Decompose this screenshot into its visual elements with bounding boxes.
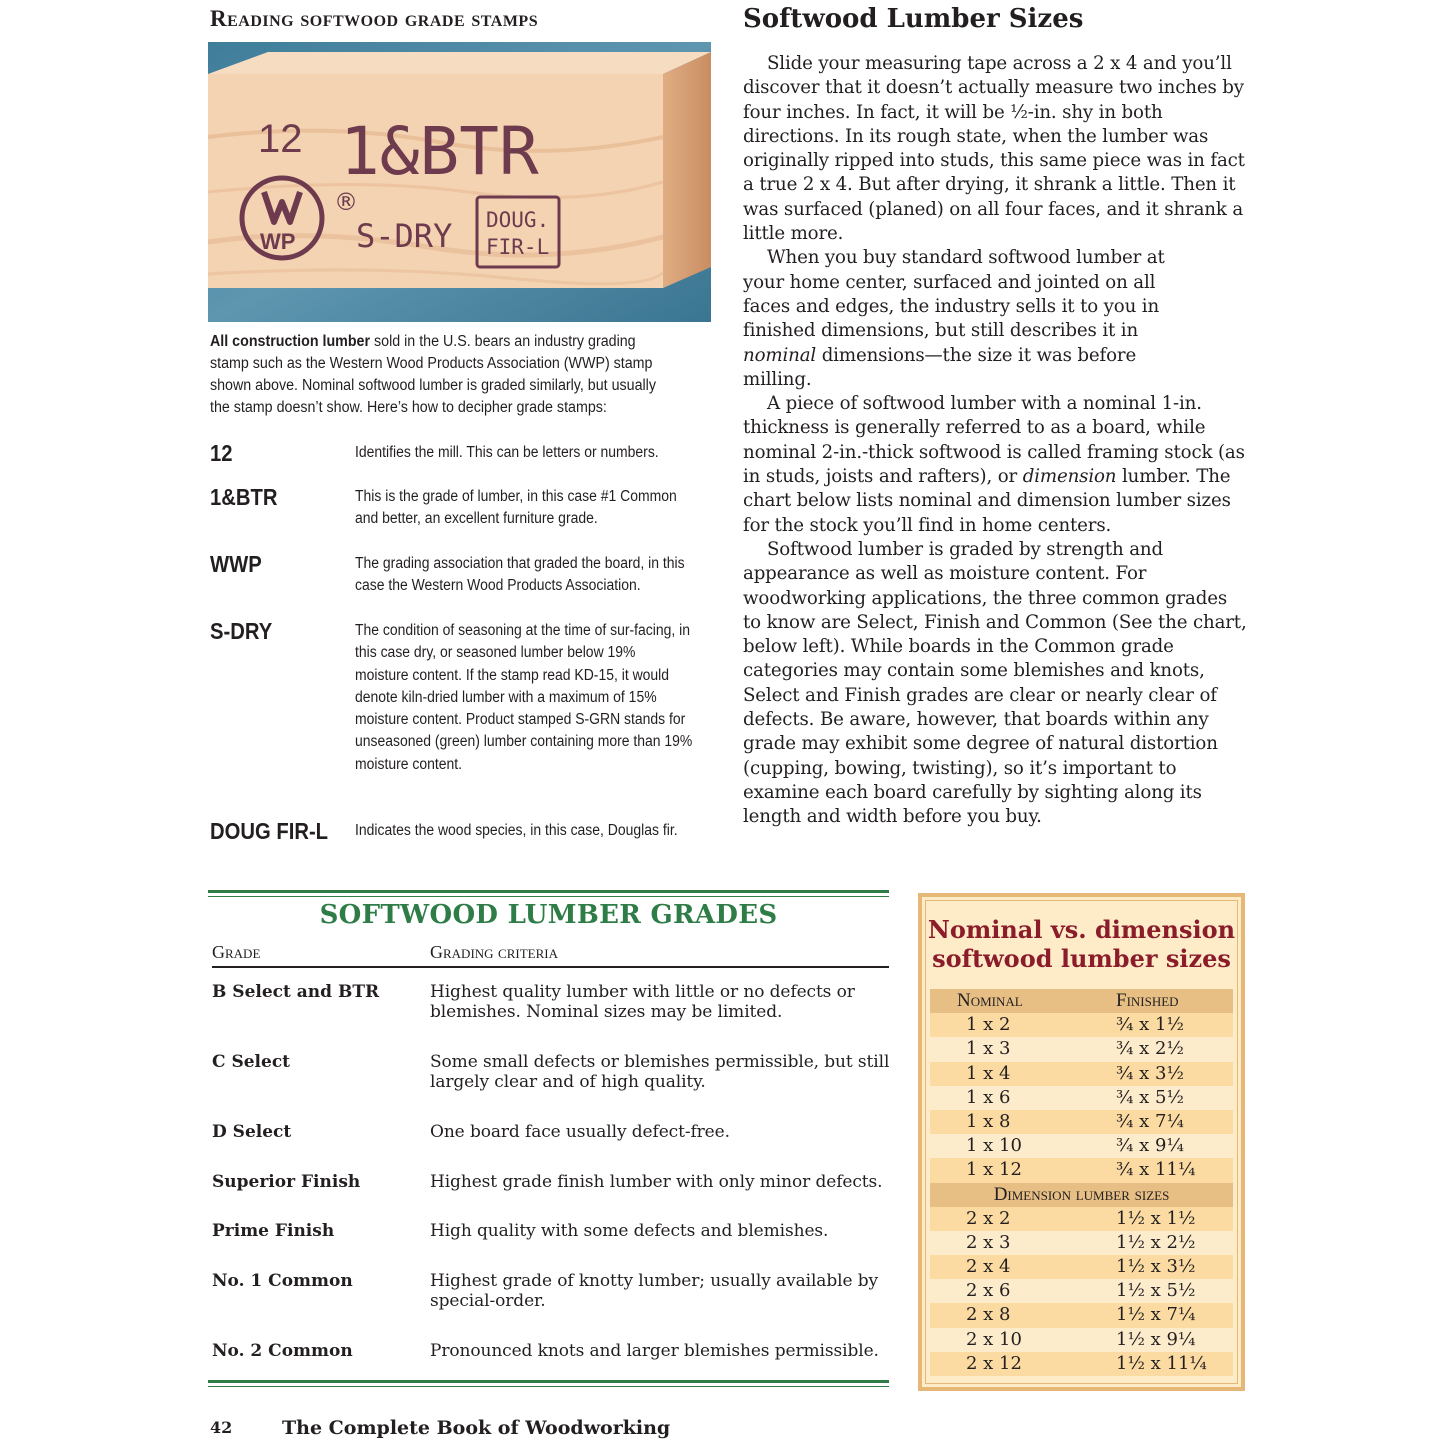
nominal-size: 2 x 8 [966,1304,1011,1326]
nominal-size: 1 x 4 [966,1062,1011,1084]
lumber-sizes-box [918,893,1245,1391]
grades-table-header [212,940,889,968]
stamp-mill-number: 12 [258,117,303,161]
article-paragraph: Softwood lumber is graded by strength and appearance as well as moisture content. For woodworking applications, the three common grades to know are Select, Finish and Common (See the chart, below left). While boards in the Common grade categories may contain some blemishes and knots, Select and Finish grades are clear or nearly clear of defects. Be aware, however, that boards within any grade may exhibit some degree of natural distortion (cupping, bowing, twisting), so it’s important to examine each board carefully by sighting along its length and width before you buy. [743,538,1247,828]
stamp-key-desc: Indicates the wood species, in this case, Douglas fir. [355,822,678,839]
caption-rest: sold in the U.S. bears an industry grading stamp such as the Western Wood Products Association (WWP) stamp shown above. Nominal softwood lumber is graded similarly, but usually the stamp doesn’t show. Here’s how to decipher grade stamps: [210,333,656,416]
nominal-size: 1 x 10 [966,1135,1022,1157]
softwood-grades-table [208,890,889,1390]
grade-criteria: Pronounced knots and larger blemishes permissible. [430,1341,879,1361]
stamp-key-code: S-DRY [210,618,273,644]
grade-criteria: Highest grade of knotty lumber; usually available by special-order. [430,1271,878,1311]
grade-stamp-illustration [208,42,711,322]
article-emphasis: nominal [743,344,817,366]
sizes-table [930,989,1233,1376]
size-row [930,1110,1233,1134]
stamp-species-line1: DOUG. [486,208,550,232]
grade-column-header: Grade [212,942,261,962]
article-body [743,52,1248,830]
stamp-section-title: Reading softwood grade stamps [210,6,539,31]
sizes-table-header [930,989,1233,1013]
grades-table-title: SOFTWOOD LUMBER GRADES [319,900,778,930]
grade-name: Superior Finish [212,1172,361,1192]
dimension-rows [930,1207,1233,1376]
article-text: dimensions—the size it was before milling. [743,344,1137,390]
article-text: lumber. The chart below lists nominal and dimension lumber sizes for the stock you’ll find in home centers. [743,466,1231,536]
stamp-key-desc: The condition of seasoning at the time of sur-facing, in this case dry, or seasoned lumber below 19% moisture content. If the stamp read KD-15, it would denote kiln-dried lumber with a maximum of 15% moisture content. Product stamped S-GRN stands for unseasoned (green) lumber containing more than 19% moisture content. [355,622,693,773]
finished-size: ¾ x 3½ [1116,1062,1184,1084]
stamp-grade: 1&BTR [340,113,539,190]
size-row [930,1207,1233,1231]
top-rule [208,890,889,897]
finished-size: 1½ x 9¼ [1116,1328,1196,1350]
nominal-size: 1 x 12 [966,1159,1022,1181]
grade-name: No. 1 Common [212,1271,353,1291]
sizes-box-title [922,915,1241,973]
finished-size: 1½ x 2½ [1116,1231,1196,1253]
size-row [930,1255,1233,1279]
sizes-title-line: softwood lumber sizes [932,944,1231,973]
article-paragraph [743,392,1248,538]
criteria-column-header: Grading criteria [430,942,558,962]
stamp-key-code: 1&BTR [210,484,278,510]
article-text: A piece of softwood lumber with a nominal 1-in. thickness is generally referred to as a board, while nominal 2-in.-thick softwood is called framing stock (as in studs, joists and rafters), or [743,393,1245,488]
finished-size: 1½ x 3½ [1116,1256,1196,1278]
grade-criteria: Highest grade finish lumber with only minor defects. [430,1172,883,1192]
registered-mark: ® [334,188,358,216]
size-row [930,1279,1233,1303]
stamp-caption [210,331,670,419]
stamp-key-desc: The grading association that graded the board, in this case the Western Wood Products Association. [355,555,685,595]
nominal-size: 2 x 10 [966,1328,1022,1350]
grade-name: No. 2 Common [212,1341,353,1361]
article-text: When you buy standard softwood lumber at your home center, surfaced and jointed on all faces and edges, the industry sells it to you in finished dimensions, but still describes it in [743,247,1165,342]
book-title: The Complete Book of Woodworking [282,1417,671,1439]
nominal-size: 1 x 6 [966,1086,1011,1108]
nominal-rows [930,1013,1233,1182]
size-row [930,1037,1233,1061]
size-row [930,1013,1233,1037]
size-row [930,1231,1233,1255]
size-row [930,1086,1233,1110]
nominal-size: 1 x 2 [966,1014,1011,1036]
grade-name: C Select [212,1052,291,1072]
finished-size: ¾ x 9¼ [1116,1135,1184,1157]
article-paragraph: Slide your measuring tape across a 2 x 4 and you’ll discover that it doesn’t actually measure two inches by four inches. In fact, it will be ½-in. shy in both directions. In its rough state, when the lumber was originally ripped into studs, this same piece was in fact a true 2 x 4. But after drying, it shrank a little. Then it was surfaced (planed) on all four faces, and it shrank a little more. [743,53,1245,245]
size-row [930,1328,1233,1352]
stamp-species-line2: FIR-L [486,235,550,259]
finished-size: 1½ x 1½ [1116,1207,1196,1229]
nominal-size: 2 x 3 [966,1231,1011,1253]
grade-name: D Select [212,1122,292,1142]
article-paragraph [743,246,1173,392]
size-row [930,1352,1233,1376]
wwp-logo-text: WP [260,229,296,254]
sizes-title-line: Nominal vs. dimension [927,915,1236,944]
grade-criteria: Some small defects or blemishes permissible, but still largely clear and of high quality. [430,1052,890,1092]
nominal-size: 2 x 12 [966,1352,1022,1374]
grade-criteria: High quality with some defects and blemishes. [430,1221,829,1241]
size-row [930,1158,1233,1182]
finished-size: ¾ x 11¼ [1116,1159,1196,1181]
caption-lead: All construction lumber [210,333,371,350]
stamp-key-code: WWP [210,551,262,577]
article-title: Softwood Lumber Sizes [743,4,1084,34]
finished-size: ¾ x 5½ [1116,1086,1184,1108]
grade-criteria: One board face usually defect-free. [430,1122,730,1142]
nominal-column-header: Nominal [957,990,1023,1011]
stamp-key-code: 12 [210,440,233,466]
nominal-size: 2 x 2 [966,1207,1011,1229]
stamp-key-code: DOUG FIR-L [210,818,329,844]
size-row [930,1303,1233,1327]
finished-size: 1½ x 11¼ [1116,1352,1207,1374]
nominal-size: 2 x 6 [966,1280,1011,1302]
nominal-size: 2 x 4 [966,1256,1011,1278]
nominal-size: 1 x 8 [966,1110,1011,1132]
stamp-seasoning: S-DRY [356,217,453,255]
grade-name: Prime Finish [212,1221,335,1241]
finished-column-header: Finished [1116,990,1179,1011]
grade-criteria: Highest quality lumber with little or no defects or blemishes. Nominal sizes may be limited. [430,982,855,1022]
dimension-section-header: Dimension lumber sizes [930,1183,1233,1207]
size-row [930,1134,1233,1158]
finished-size: 1½ x 5½ [1116,1280,1196,1302]
stamp-key-desc: Identifies the mill. This can be letters or numbers. [355,444,659,461]
size-row [930,1062,1233,1086]
finished-size: ¾ x 7¼ [1116,1110,1184,1132]
bottom-rule [208,1380,889,1387]
finished-size: ¾ x 2½ [1116,1038,1184,1060]
grade-name: B Select and BTR [212,982,380,1002]
stamp-key-desc: This is the grade of lumber, in this case #1 Common and better, an excellent furniture grade. [355,488,677,528]
finished-size: ¾ x 1½ [1116,1014,1184,1036]
finished-size: 1½ x 7¼ [1116,1304,1196,1326]
nominal-size: 1 x 3 [966,1038,1011,1060]
article-emphasis: dimension [1022,466,1117,488]
page-number: 42 [210,1418,233,1437]
